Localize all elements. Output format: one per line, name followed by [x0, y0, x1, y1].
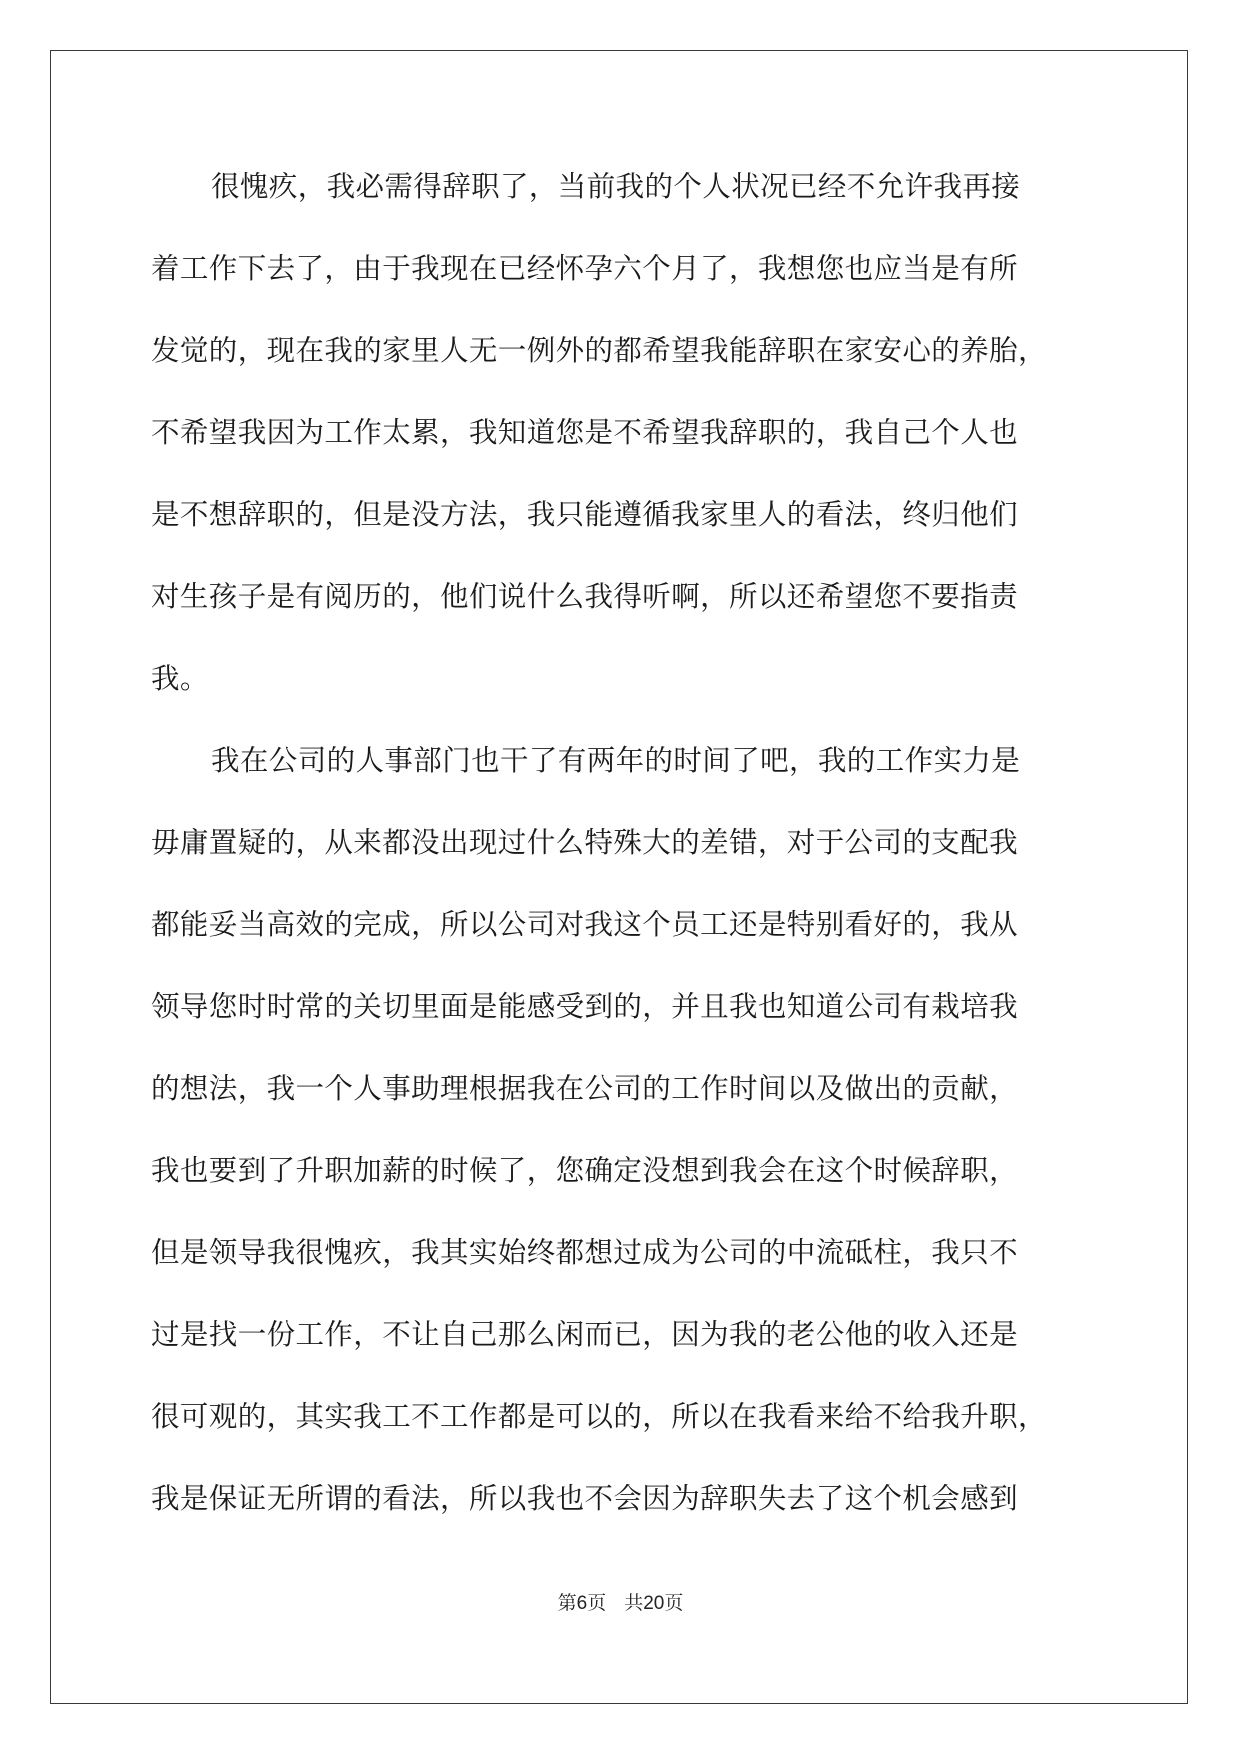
paragraph-2-line-1: 我在公司的人事部门也干了有两年的时间了吧，我的工作实力是 — [211, 744, 1021, 777]
paragraph-2-line-9: 很可观的，其实我工不工作都是可以的，所以在我看来给不给我升职， — [151, 1400, 1047, 1433]
total-label-prefix: 共 — [624, 1593, 644, 1614]
paragraph-1-line-7: 我。 — [151, 662, 209, 695]
paragraph-1-line-3: 发觉的，现在我的家里人无一例外的都希望我能辞职在家安心的养胎， — [151, 334, 1047, 367]
paragraph-2-line-7: 但是领导我很愧疚，我其实始终都想过成为公司的中流砥柱，我只不 — [151, 1236, 1019, 1269]
paragraph-2-line-4: 领导您时时常的关切里面是能感受到的，并且我也知道公司有栽培我 — [151, 990, 1019, 1023]
paragraph-2-line-6: 我也要到了升职加薪的时候了，您确定没想到我会在这个时候辞职， — [151, 1154, 1019, 1187]
total-label-suffix: 页 — [664, 1593, 684, 1614]
page-label-prefix: 第 — [557, 1593, 577, 1614]
paragraph-2-line-3: 都能妥当高效的完成，所以公司对我这个员工还是特别看好的，我从 — [151, 908, 1019, 941]
paragraph-1-line-2: 着工作下去了，由于我现在已经怀孕六个月了，我想您也应当是有所 — [151, 252, 1019, 285]
paragraph-1-line-1: 很愧疚，我必需得辞职了，当前我的个人状况已经不允许我再接 — [211, 170, 1021, 203]
paragraph-1-line-5: 是不想辞职的，但是没方法，我只能遵循我家里人的看法，终归他们 — [151, 498, 1019, 531]
page-number: 6 — [576, 1593, 588, 1614]
page-label-suffix: 页 — [587, 1593, 607, 1614]
paragraph-2-line-10: 我是保证无所谓的看法，所以我也不会因为辞职失去了这个机会感到 — [151, 1482, 1019, 1515]
total-pages: 20 — [643, 1593, 665, 1614]
page-footer — [0, 1588, 1241, 1615]
paragraph-1-line-4: 不希望我因为工作太累，我知道您是不希望我辞职的，我自己个人也 — [151, 416, 1019, 449]
paragraph-2-line-2: 毋庸置疑的，从来都没出现过什么特殊大的差错，对于公司的支配我 — [151, 826, 1019, 859]
paragraph-2-line-8: 过是找一份工作，不让自己那么闲而已，因为我的老公他的收入还是 — [151, 1318, 1019, 1351]
paragraph-1-line-6: 对生孩子是有阅历的，他们说什么我得听啊，所以还希望您不要指责 — [151, 580, 1019, 613]
document-body — [151, 160, 1091, 1554]
paragraph-2-line-5: 的想法，我一个人事助理根据我在公司的工作时间以及做出的贡献， — [151, 1072, 1019, 1105]
